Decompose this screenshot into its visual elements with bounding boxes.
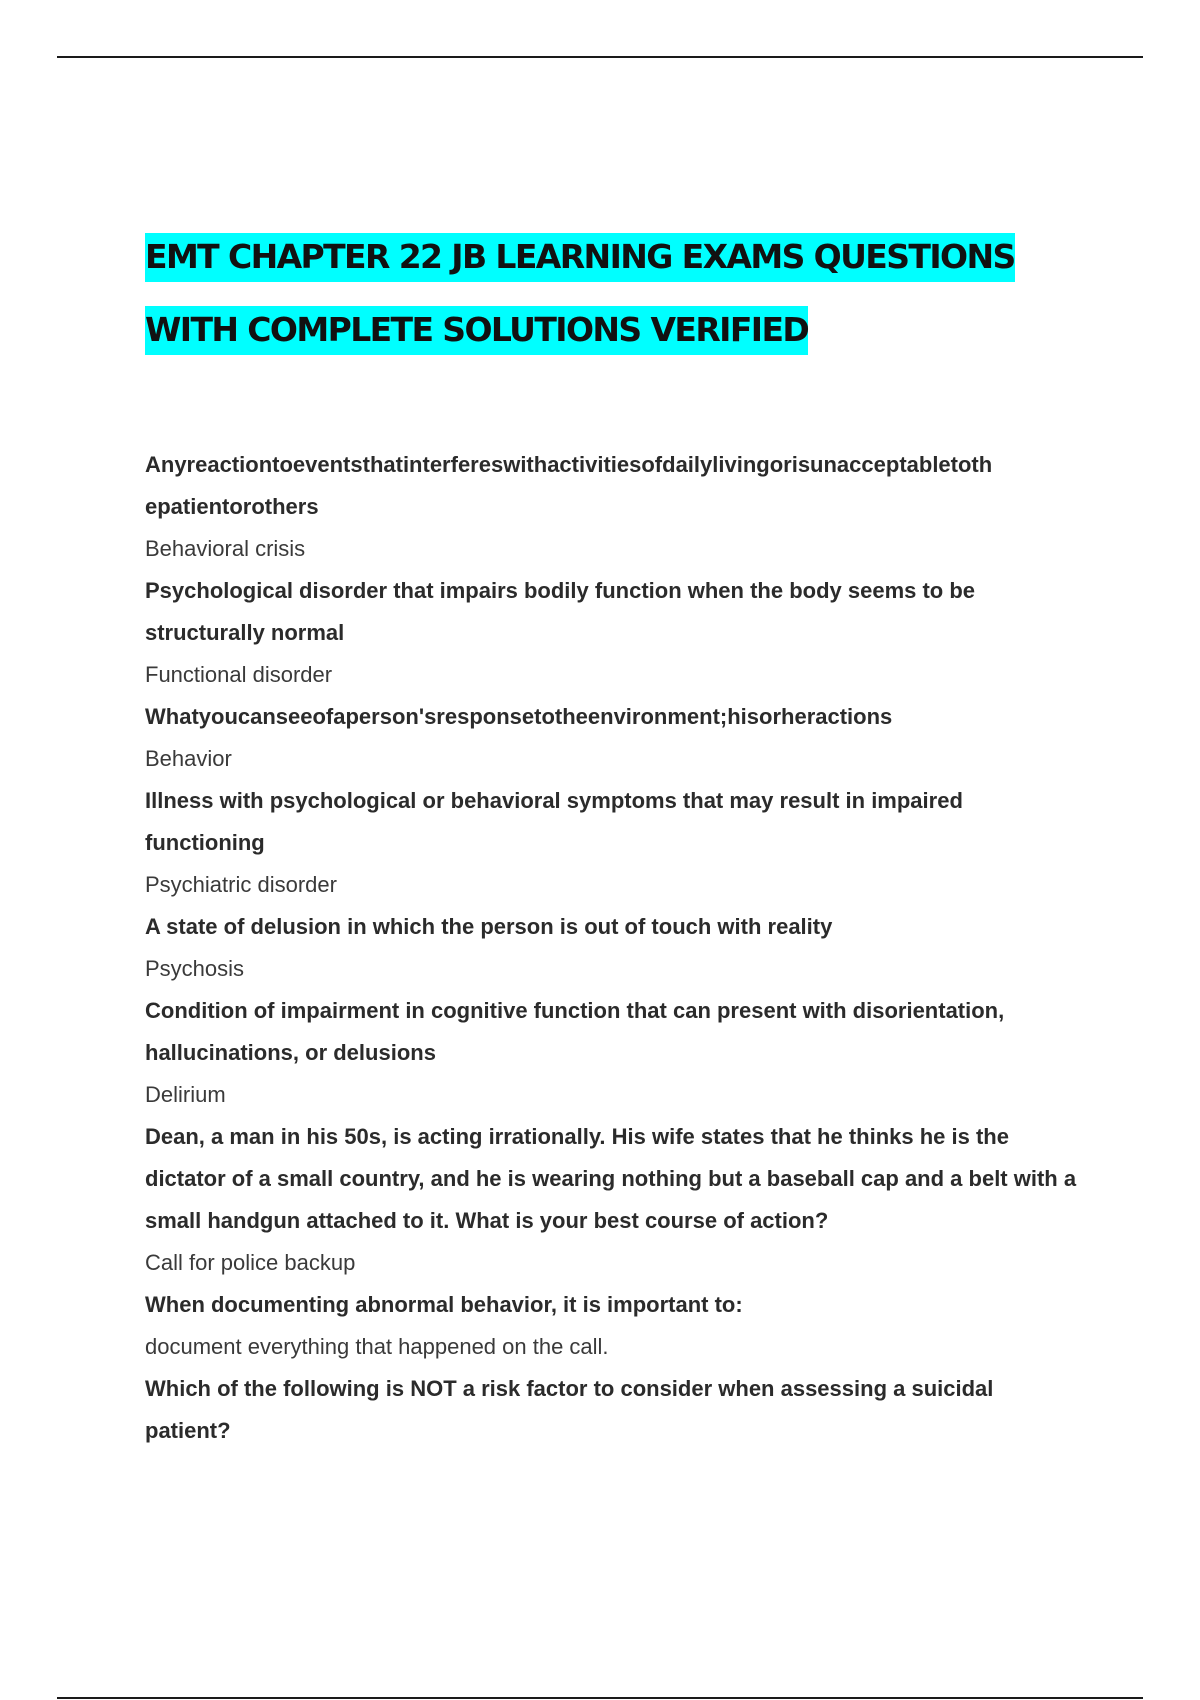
document-title-text: EMT CHAPTER 22 JB LEARNING EXAMS QUESTIONS WITH COMPLETE SOLUTIONS VERIFIED — [145, 233, 1015, 355]
question-9: Which of the following is NOT a risk factor to consider when assessing a suicidal patient? — [145, 1376, 994, 1443]
question-2: Psychological disorder that impairs bodily function when the body seems to be structurally normal — [145, 578, 976, 645]
question-8: When documenting abnormal behavior, it is important to: — [145, 1292, 743, 1317]
qa-list — [145, 444, 1080, 1452]
answer-5: Psychosis — [145, 956, 245, 981]
top-rule — [57, 56, 1143, 58]
question-4: Illness with psychological or behavioral symptoms that may result in impaired functioning — [145, 788, 963, 855]
question-6: Condition of impairment in cognitive function that can present with disorientation, hallucinations, or delusions — [145, 998, 1005, 1065]
answer-6: Delirium — [145, 1082, 226, 1107]
question-3: Whatyoucanseeofaperson'sresponsetotheenvironment;hisorheractions — [145, 704, 893, 729]
answer-8: document everything that happened on the call. — [145, 1334, 609, 1359]
question-7: Dean, a man in his 50s, is acting irrationally. His wife states that he thinks he is the dictator of a small country, and he is wearing nothing but a baseball cap and a belt with a small handgun attached to it. What is your best course of action? — [145, 1124, 1077, 1233]
answer-7: Call for police backup — [145, 1250, 356, 1275]
question-5: A state of delusion in which the person is out of touch with reality — [145, 914, 833, 939]
bottom-rule — [57, 1697, 1143, 1699]
answer-2: Functional disorder — [145, 662, 333, 687]
question-1: Anyreactiontoeventsthatinterfereswithactivitiesofdailylivingorisunacceptabletoth epatientorothers — [145, 452, 993, 519]
document-title — [145, 220, 1105, 366]
answer-1: Behavioral crisis — [145, 536, 306, 561]
answer-3: Behavior — [145, 746, 232, 771]
answer-4: Psychiatric disorder — [145, 872, 337, 897]
